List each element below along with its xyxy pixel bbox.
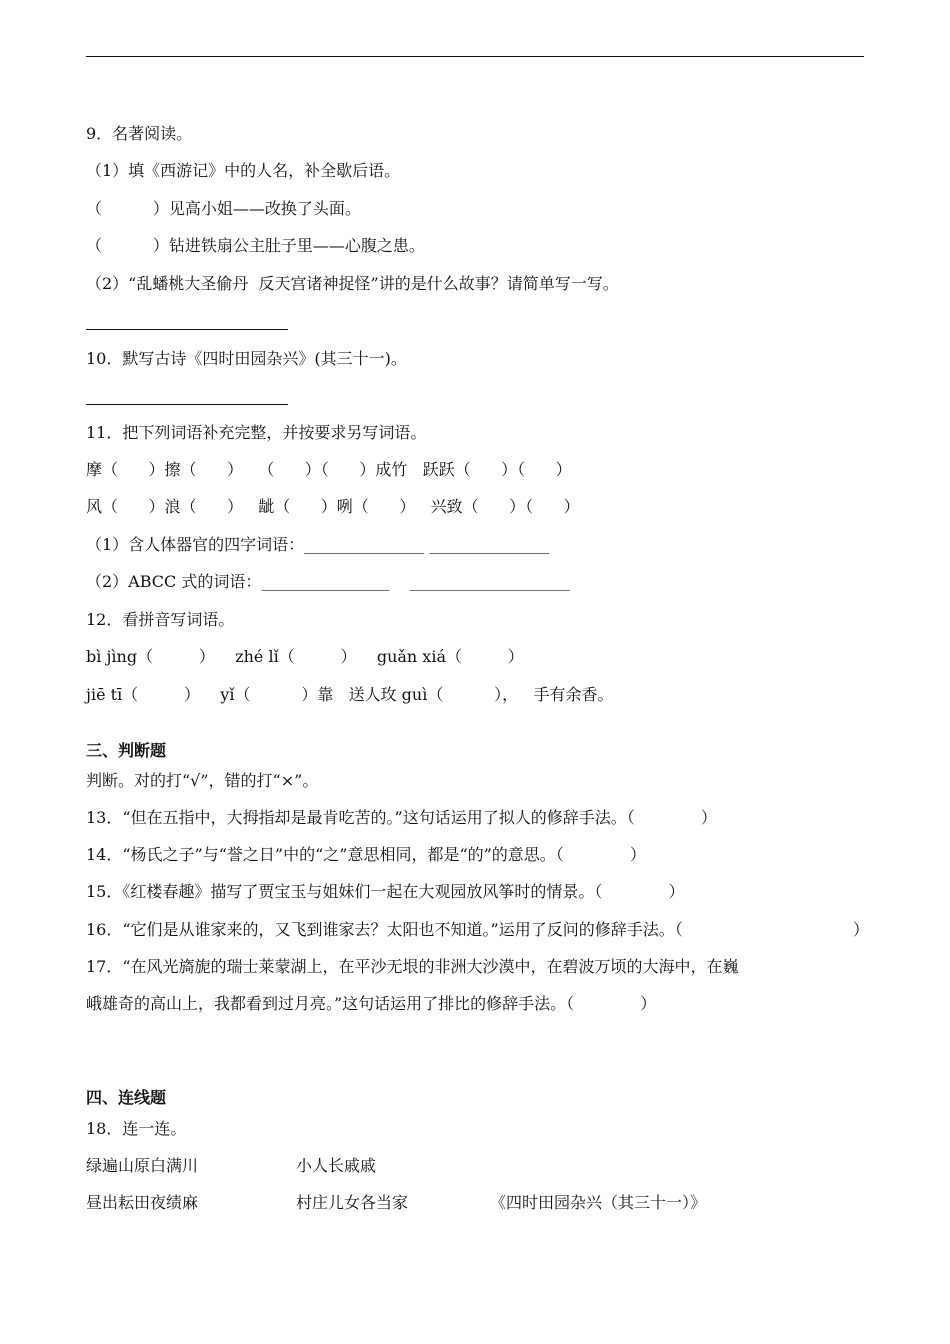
q12-row2: jiē tī（ ） yǐ（ ）靠 送人玫 guì（ ）， 手有余香。 [86, 685, 614, 704]
q14: 14．“杨氏之子”与“誉之日”中的“之”意思相同，都是“的”的意思。（ ） [86, 845, 646, 864]
q18-title: 18．连一连。 [86, 1119, 187, 1138]
match-mid-1[interactable]: 小人长戚戚 [296, 1156, 377, 1175]
q9-part2: （2）“乱蟠桃大圣偷丹 反天宫诸神捉怪”讲的是什么故事？请简单写一写。 [86, 274, 619, 293]
q10-title: 10．默写古诗《四时田园杂兴》(其三十一)。 [86, 349, 407, 368]
q9-part1-b: （ ）钻进铁扇公主肚子里——心腹之患。 [86, 236, 425, 255]
section4-heading: 四、连线题 [86, 1088, 167, 1107]
q17-line2: 峨雄奇的高山上，我都看到过月亮。”这句话运用了排比的修辞手法。（ ） [86, 994, 657, 1013]
q11-row1: 摩（ ）擦（ ） （ ）（ ）成竹 跃跃（ ）（ ） [86, 460, 572, 479]
section3-instruction: 判断。对的打“√”，错的打“×”。 [86, 771, 319, 790]
match-left-1[interactable]: 绿遍山原白满川 [86, 1156, 199, 1175]
q11-part1: （1）含人体器官的四字词语：_______________ _______________ [86, 535, 550, 554]
q11-part2: （2）ABCC 式的词语：________________ ____________________ [86, 572, 570, 591]
section3-heading: 三、判断题 [86, 741, 167, 760]
q9-part1: （1）填《西游记》中的人名，补全歇后语。 [86, 161, 401, 180]
q9-part1-a: （ ）见高小姐——改换了头面。 [86, 199, 361, 218]
match-left-2[interactable]: 昼出耘田夜绩麻 [86, 1193, 199, 1212]
match-right-2[interactable]: 《四时田园杂兴（其三十一）》 [490, 1193, 707, 1212]
q16: 16．“它们是从谁家来的，又飞到谁家去？太阳也不知道。”运用了反问的修辞手法。（ [86, 920, 683, 939]
q17-line1: 17．“在风光旖旎的瑞士莱蒙湖上，在平沙无垠的非洲大沙漠中，在碧波万顷的大海中，在巍 [86, 957, 739, 976]
q12-title: 12．看拼音写词语。 [86, 610, 235, 629]
q10-answer-line[interactable] [86, 404, 288, 405]
q11-title: 11．把下列词语补充完整，并按要求另写词语。 [86, 423, 427, 442]
q13: 13．“但在五指中，大拇指却是最肯吃苦的。”这句话运用了拟人的修辞手法。（ ） [86, 808, 717, 827]
q12-row1: bì jìng（ ） zhé lǐ（ ） guǎn xiá（ ） [86, 647, 524, 666]
q16-close-paren: ） [853, 920, 870, 939]
q11-row2: 风（ ）浪（ ） 龇（ ）咧（ ） 兴致（ ）（ ） [86, 497, 580, 516]
q9-title: 9．名著阅读。 [86, 124, 193, 143]
q9-answer-line[interactable] [86, 329, 288, 330]
header-rule [86, 56, 864, 57]
match-mid-2[interactable]: 村庄儿女各当家 [296, 1193, 409, 1212]
q15: 15．《红楼春趣》描写了贾宝玉与姐妹们一起在大观园放风筝时的情景。（ ） [86, 882, 685, 901]
